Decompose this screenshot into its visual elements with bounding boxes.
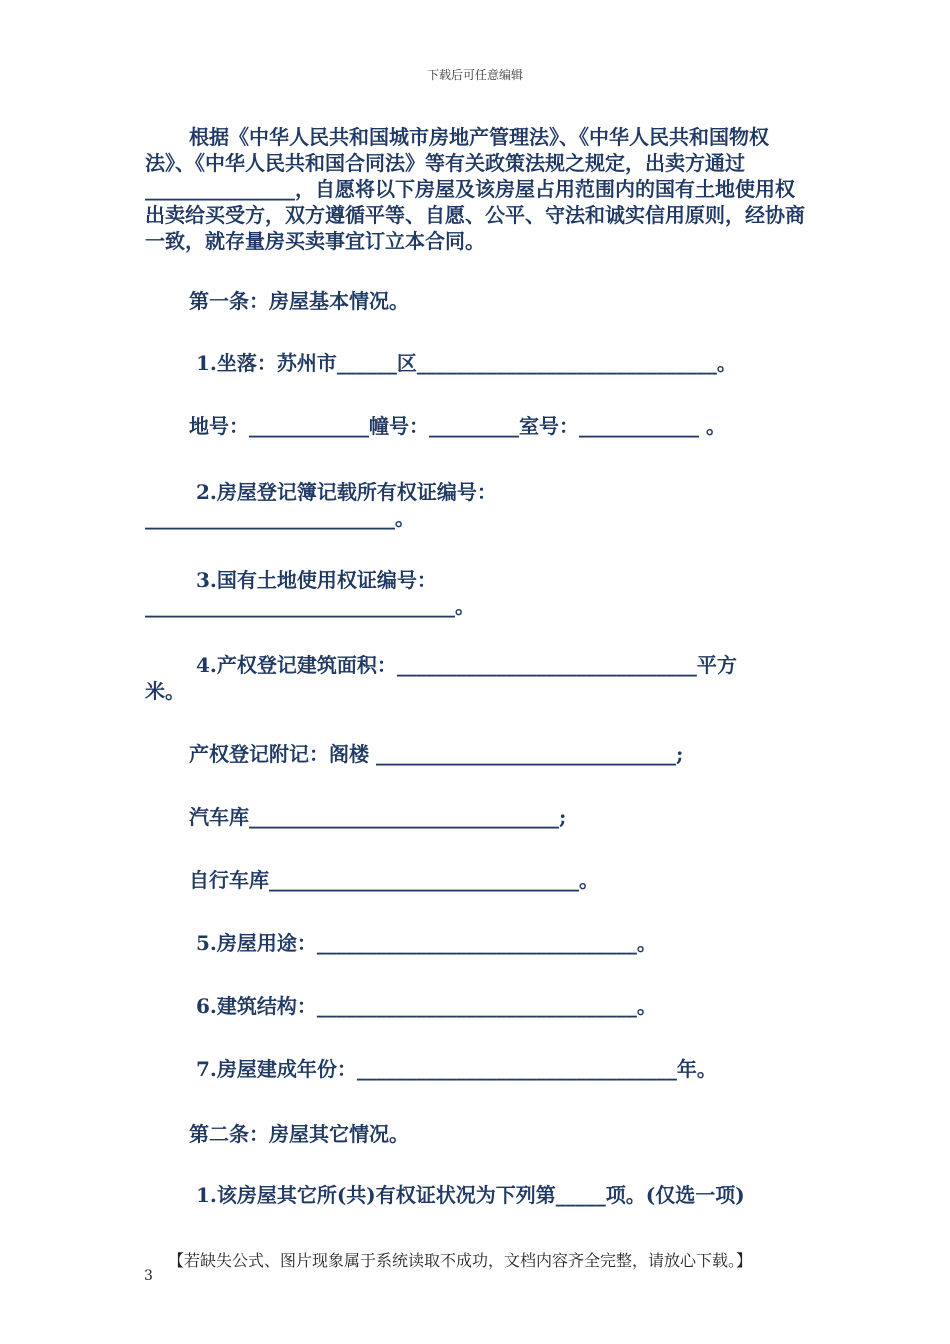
article-1-heading: 第一条：房屋基本情况。	[189, 289, 409, 313]
page-number: 3	[144, 1268, 153, 1284]
intro-paragraph	[145, 124, 805, 254]
clause-structure: 6.建筑结构：________________________________。	[189, 994, 657, 1018]
clause-garage: 汽车库_______________________________;	[189, 805, 567, 829]
clause-location: 1.坐落：苏州市______区______________________________。	[189, 351, 737, 375]
clause-lot-building-room: 地号：____________幢号：_________室号：____________ 。	[189, 414, 726, 438]
clause-other-cert: 1.该房屋其它所(共)有权证状况为下列第_____项。(仅选一项)	[189, 1183, 745, 1207]
clause-usage: 5.房屋用途：________________________________。	[189, 931, 657, 955]
intro-text: 根据《中华人民共和国城市房地产管理法》、《中华人民共和国物权法》、《中华人民共和国合同法》等有关政策法规之规定，出卖方通过_______________，自愿将以下房屋及该房屋占用范围内的国有土地使用权出卖给买受方，双方遵循平等、自愿、公平、守法和诚实信用原则，经协商一致，就存量房买卖事宜订立本合同。	[145, 125, 805, 253]
clause-land-cert-blank: _______________________________。	[145, 594, 475, 618]
page-header: 下载后可任意编辑	[426, 68, 523, 82]
clause-land-cert: 3.国有土地使用权证编号：	[189, 568, 437, 592]
footer-note: 【若缺失公式、图片现象属于系统读取不成功，文档内容齐全完整，请放心下载。】	[168, 1251, 753, 1270]
clause-bike-garage: 自行车库_______________________________。	[189, 868, 599, 892]
clause-attic: 产权登记附记：阁楼 ______________________________;	[189, 742, 684, 766]
clause-floor-area-unit: 米。	[145, 679, 185, 703]
clause-ownership-cert: 2.房屋登记簿记载所有权证编号：	[189, 480, 497, 504]
article-2-heading: 第二条：房屋其它情况。	[189, 1122, 409, 1146]
clause-floor-area: 4.产权登记建筑面积：______________________________平方	[189, 653, 737, 677]
clause-build-year: 7.房屋建成年份：________________________________年。	[189, 1057, 717, 1081]
clause-ownership-cert-blank: _________________________。	[145, 506, 415, 530]
